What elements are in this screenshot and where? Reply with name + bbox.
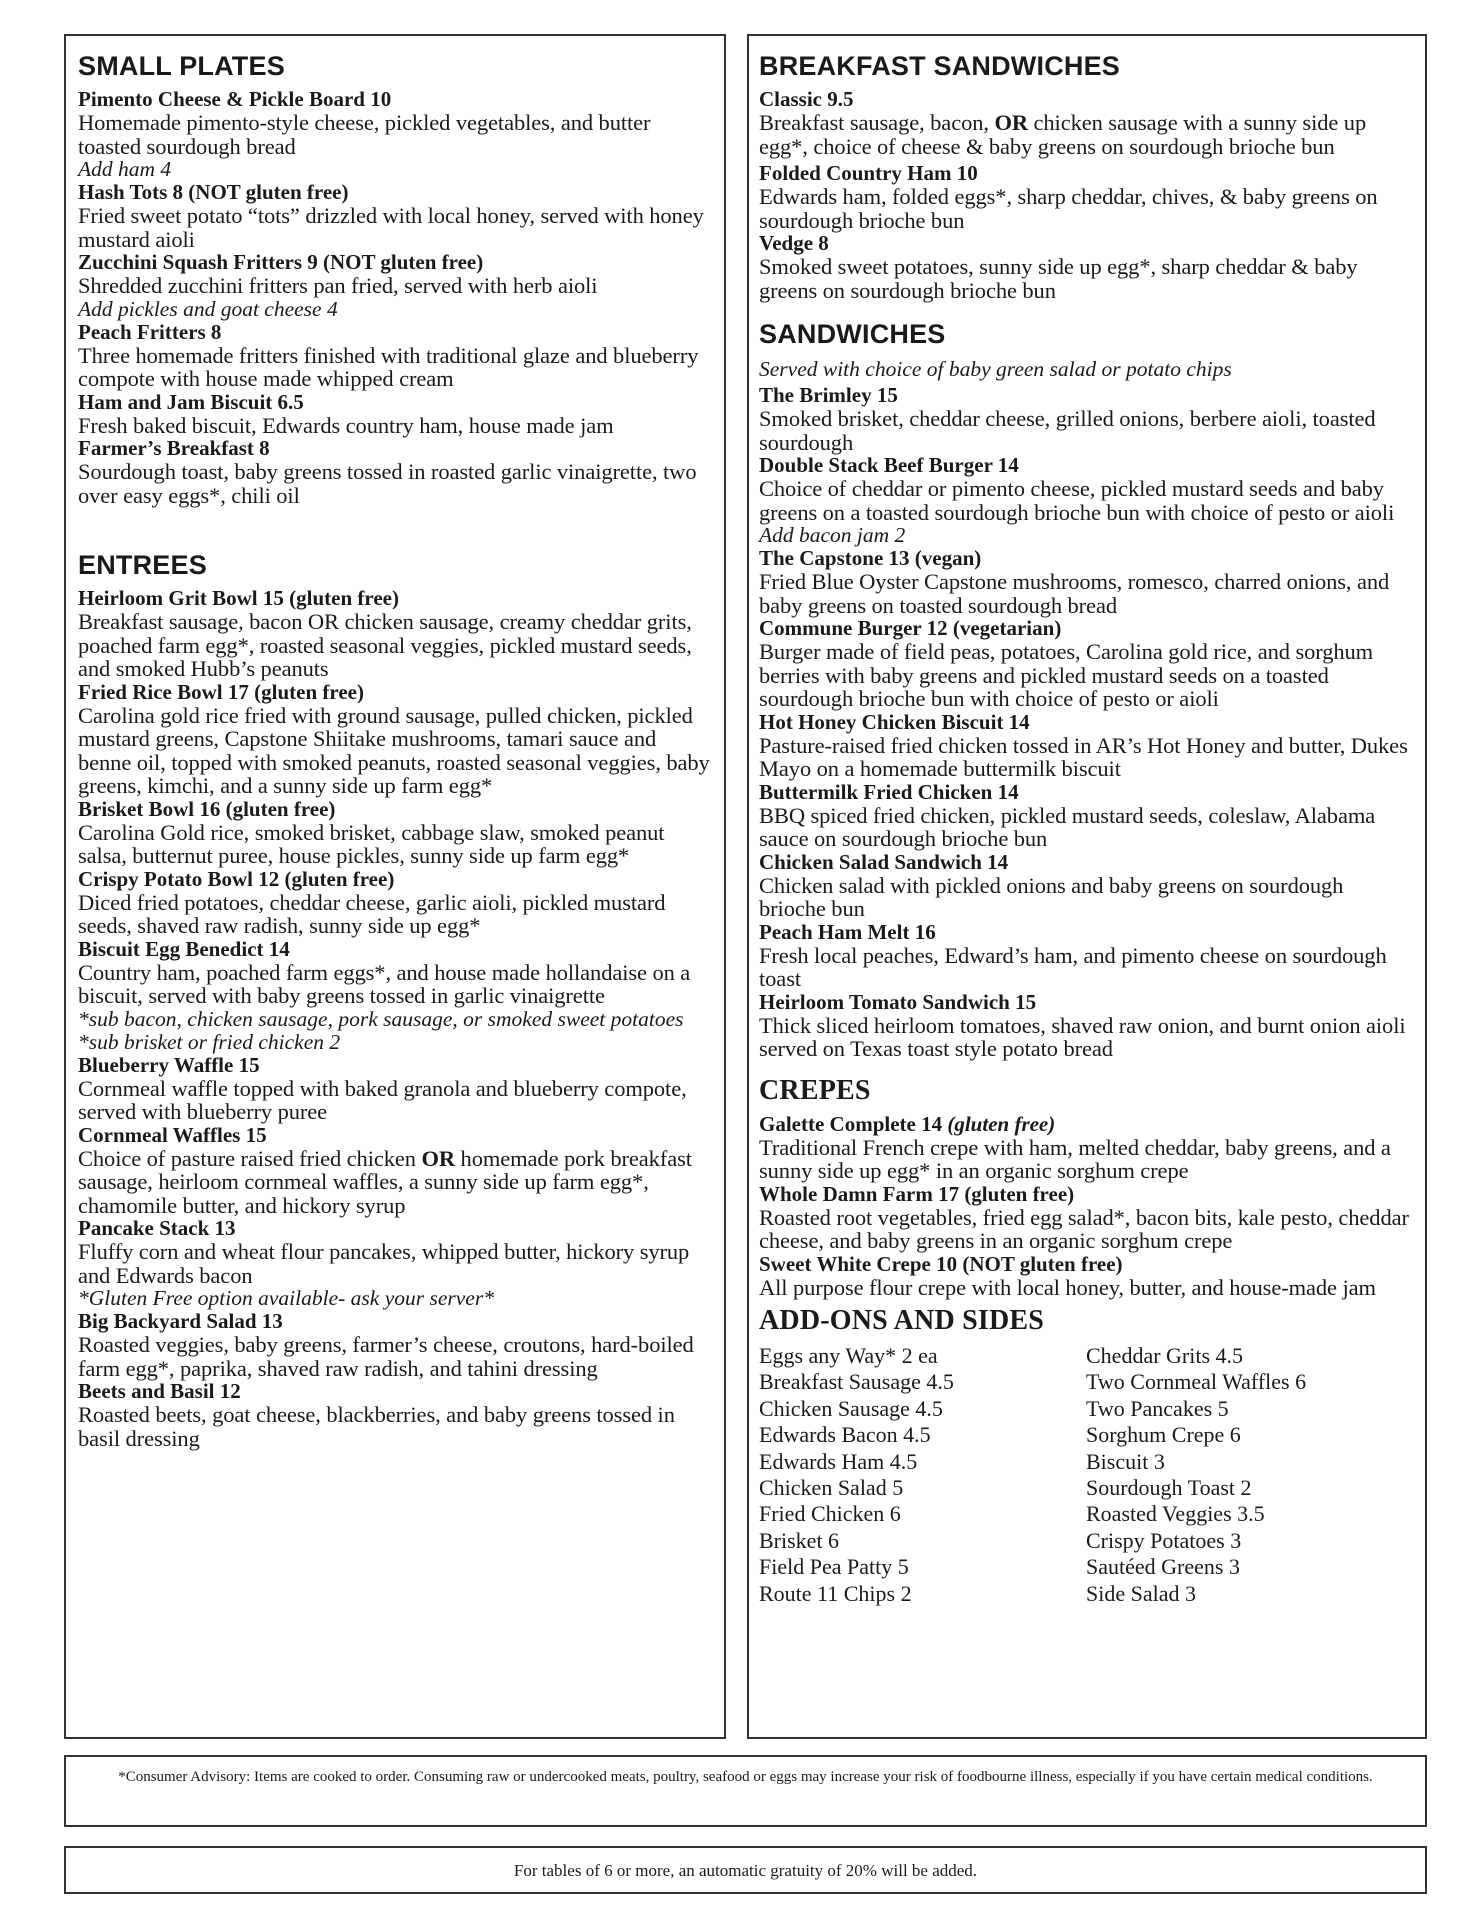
item-name: Zucchini Squash Fritters 9 (NOT gluten free) xyxy=(78,250,484,274)
addon-item: Sorghum Crepe 6 xyxy=(1086,1422,1241,1448)
item-name: Chicken Salad Sandwich 14 xyxy=(759,849,1009,874)
item-description: Fluffy corn and wheat flour pancakes, whipped butter, hickory syrup and Edwards bacon xyxy=(78,1239,690,1288)
addon-item: Field Pea Patty 5 xyxy=(759,1554,909,1580)
item-description: Roasted root vegetables, fried egg salad*, bacon bits, kale pesto, cheddar cheese, and baby greens in an organic sorghum crepe xyxy=(759,1204,1409,1253)
menu-item xyxy=(78,181,712,251)
menu-item xyxy=(759,1183,1413,1253)
menu-item xyxy=(759,1113,1413,1183)
entrees-title: ENTREES xyxy=(78,550,207,580)
menu-item xyxy=(78,251,712,321)
item-name: Fried Rice Bowl 17 (gluten free) xyxy=(78,679,364,704)
addon-item: Two Cornmeal Waffles 6 xyxy=(1086,1369,1307,1395)
or-emphasis: OR xyxy=(994,110,1028,135)
menu-item xyxy=(78,681,712,798)
menu-item xyxy=(78,391,712,438)
desc-part: homemade pork breakfast sausage, heirloom cornmeal waffles, a sunny side up farm egg*, chamomile butter, and hickory syrup xyxy=(78,1145,692,1218)
item-name: Beets and Basil 12 xyxy=(78,1379,241,1403)
name-italic-part: (gluten free) xyxy=(947,1111,1056,1136)
item-name: Biscuit Egg Benedict 14 xyxy=(78,936,290,961)
addon-item: Fried Chicken 6 xyxy=(759,1501,901,1527)
item-description: Diced fried potatoes, cheddar cheese, garlic aioli, pickled mustard seeds, shaved raw radish, sunny side up egg* xyxy=(78,889,666,938)
item-name: Crispy Potato Bowl 12 (gluten free) xyxy=(78,866,395,891)
addons-left-column xyxy=(759,1343,1086,1607)
item-description: Cornmeal waffle topped with baked granola and blueberry compote, served with blueberry puree xyxy=(78,1075,687,1124)
addon-item: Chicken Salad 5 xyxy=(759,1475,904,1501)
item-description: Pasture-raised fried chicken tossed in AR’s Hot Honey and butter, Dukes Mayo on a homemade buttermilk biscuit xyxy=(759,732,1408,781)
item-name: The Capstone 13 (vegan) xyxy=(759,546,982,570)
menu-item xyxy=(759,88,1413,158)
addon-item: Edwards Bacon 4.5 xyxy=(759,1422,931,1448)
item-note: Add bacon jam 2 xyxy=(759,523,906,547)
menu-item xyxy=(759,781,1413,851)
item-name: Farmer’s Breakfast 8 xyxy=(78,436,270,460)
item-description: Edwards ham, folded eggs*, sharp cheddar, chives, & baby greens on sourdough brioche bun xyxy=(759,184,1378,233)
item-description: BBQ spiced fried chicken, pickled mustard seeds, coleslaw, Alabama sauce on sourdough brioche bun xyxy=(759,802,1376,851)
item-name: Vedge 8 xyxy=(759,231,829,255)
desc-part: chicken sausage with a sunny side up egg*, choice of cheese & baby greens on sourdough brioche bun xyxy=(759,110,1367,159)
menu-item xyxy=(78,798,712,868)
item-description: Three homemade fritters finished with traditional glaze and blueberry compote with house made whipped cream xyxy=(78,342,699,391)
gratuity-notice: For tables of 6 or more, an automatic gratuity of 20% will be added. xyxy=(64,1846,1427,1894)
item-description: Breakfast sausage, bacon OR chicken sausage, creamy cheddar grits, poached farm egg*, roasted seasonal veggies, pickled mustard seeds, and smoked Hubb’s peanuts xyxy=(78,609,692,681)
addon-item: Sourdough Toast 2 xyxy=(1086,1475,1252,1501)
breakfast-sandwiches-title: BREAKFAST SANDWICHES xyxy=(759,51,1121,81)
menu-item xyxy=(759,921,1413,991)
menu-item xyxy=(759,232,1413,302)
small-plates-title: SMALL PLATES xyxy=(78,51,285,81)
item-name: Big Backyard Salad 13 xyxy=(78,1309,283,1333)
sandwiches-title: SANDWICHES xyxy=(759,319,946,349)
item-description: Carolina Gold rice, smoked brisket, cabbage slaw, smoked peanut salsa, butternut puree, house pickles, sunny side up farm egg* xyxy=(78,819,665,868)
item-note: Add pickles and goat cheese 4 xyxy=(78,296,338,321)
item-name: Commune Burger 12 (vegetarian) xyxy=(759,616,1062,640)
item-name: Buttermilk Fried Chicken 14 xyxy=(759,779,1019,804)
consumer-advisory: *Consumer Advisory: Items are cooked to order. Consuming raw or undercooked meats, poultry, seafood or eggs may increase your risk of foodbourne illness, especially if you have certain medical conditions. xyxy=(64,1755,1427,1827)
item-name: Heirloom Tomato Sandwich 15 xyxy=(759,989,1037,1014)
item-note: Add ham 4 xyxy=(78,157,172,181)
item-description: Choice of cheddar or pimento cheese, pickled mustard seeds and baby greens on a toasted sourdough brioche bun with choice of pesto or aioli xyxy=(759,476,1395,525)
menu-item xyxy=(78,1124,712,1218)
menu-item xyxy=(759,711,1413,781)
or-emphasis: OR xyxy=(421,1145,456,1171)
addons-list xyxy=(759,1343,1413,1607)
menu-item xyxy=(78,321,712,391)
crepes-title: CREPES xyxy=(759,1074,871,1106)
menu-item xyxy=(759,851,1413,921)
item-name: Cornmeal Waffles 15 xyxy=(78,1122,267,1147)
item-description: Homemade pimento-style cheese, pickled vegetables, and butter toasted sourdough bread xyxy=(78,110,651,159)
item-description: All purpose flour crepe with local honey, butter, and house-made jam xyxy=(759,1274,1376,1300)
item-name: Ham and Jam Biscuit 6.5 xyxy=(78,389,304,414)
item-name: Whole Damn Farm 17 (gluten free) xyxy=(759,1181,1075,1206)
addons-right-column xyxy=(1086,1343,1413,1607)
menu-item xyxy=(759,454,1413,547)
addon-item: Sautéed Greens 3 xyxy=(1086,1554,1240,1580)
item-description: Roasted beets, goat cheese, blackberries, and baby greens tossed in basil dressing xyxy=(78,1402,675,1451)
item-name: Peach Fritters 8 xyxy=(78,319,222,344)
menu-item xyxy=(78,1054,712,1124)
sandwiches-subtitle: Served with choice of baby green salad or potato chips xyxy=(759,357,1232,381)
item-name: Heirloom Grit Bowl 15 (gluten free) xyxy=(78,586,399,610)
desc-part: Choice of pasture raised fried chicken xyxy=(78,1145,422,1171)
item-name: Double Stack Beef Burger 14 xyxy=(759,453,1019,477)
item-description: Roasted veggies, baby greens, farmer’s cheese, croutons, hard-boiled farm egg*, paprika, shaved raw radish, and tahini dressing xyxy=(78,1332,694,1381)
item-description: Thick sliced heirloom tomatoes, shaved raw onion, and burnt onion aioli served on Texas toast style potato bread xyxy=(759,1012,1406,1061)
item-name: Peach Ham Melt 16 xyxy=(759,919,936,944)
addon-item: Cheddar Grits 4.5 xyxy=(1086,1343,1244,1368)
addon-item: Eggs any Way* 2 ea xyxy=(759,1343,938,1368)
menu-item xyxy=(759,617,1413,711)
addon-item: Chicken Sausage 4.5 xyxy=(759,1395,943,1421)
item-note: *sub brisket or fried chicken 2 xyxy=(78,1029,341,1054)
menu-item xyxy=(78,938,712,1054)
menu-item xyxy=(759,384,1413,454)
menu-item xyxy=(759,991,1413,1061)
addon-item: Biscuit 3 xyxy=(1086,1448,1165,1474)
item-description: Sourdough toast, baby greens tossed in roasted garlic vinaigrette, two over easy eggs*, chili oil xyxy=(78,459,697,508)
item-name: Brisket Bowl 16 (gluten free) xyxy=(78,796,336,821)
menu-item xyxy=(759,162,1413,232)
item-description: Fried Blue Oyster Capstone mushrooms, romesco, charred onions, and baby greens on toasted sourdough bread xyxy=(759,569,1390,618)
addon-item: Edwards Ham 4.5 xyxy=(759,1448,918,1474)
item-name: Hot Honey Chicken Biscuit 14 xyxy=(759,709,1030,734)
menu-item xyxy=(78,88,712,181)
item-description: Shredded zucchini fritters pan fried, served with herb aioli xyxy=(78,273,598,298)
item-name: Blueberry Waffle 15 xyxy=(78,1052,260,1077)
addon-item: Breakfast Sausage 4.5 xyxy=(759,1369,954,1395)
addon-item: Crispy Potatoes 3 xyxy=(1086,1527,1242,1553)
item-note: *sub bacon, chicken sausage, pork sausage, or smoked sweet potatoes xyxy=(78,1006,684,1031)
item-description: Carolina gold rice fried with ground sausage, pulled chicken, pickled mustard greens, Capstone Shiitake mushrooms, tamari sauce and benne oil, topped with smoked peanuts, roasted seasonal veggies, baby greens, kimchi, and a sunny side up farm egg* xyxy=(78,702,710,798)
item-description: Fresh local peaches, Edward’s ham, and pimento cheese on sourdough toast xyxy=(759,942,1387,991)
menu-item xyxy=(759,547,1413,617)
menu-item xyxy=(78,1380,712,1450)
item-name: Classic 9.5 xyxy=(759,87,854,111)
menu-item xyxy=(78,587,712,681)
addon-item: Roasted Veggies 3.5 xyxy=(1086,1501,1265,1527)
addon-item: Side Salad 3 xyxy=(1086,1580,1196,1606)
menu-item xyxy=(78,1217,712,1310)
item-description xyxy=(759,111,1413,158)
item-name: Sweet White Crepe 10 (NOT gluten free) xyxy=(759,1251,1123,1276)
item-description: Smoked brisket, cheddar cheese, grilled onions, berbere aioli, toasted sourdough xyxy=(759,406,1376,455)
item-description: Chicken salad with pickled onions and baby greens on sourdough brioche bun xyxy=(759,872,1344,921)
addon-item: Brisket 6 xyxy=(759,1527,840,1553)
addon-item: Route 11 Chips 2 xyxy=(759,1580,912,1606)
item-name: Hash Tots 8 (NOT gluten free) xyxy=(78,180,349,204)
item-description: Smoked sweet potatoes, sunny side up egg*, sharp cheddar & baby greens on sourdough brioche bun xyxy=(759,254,1358,303)
item-description: Fried sweet potato “tots” drizzled with local honey, served with honey mustard aioli xyxy=(78,203,704,252)
menu-item xyxy=(759,1253,1413,1300)
addons-title: ADD-ONS AND SIDES xyxy=(759,1305,1045,1336)
item-name: Pimento Cheese & Pickle Board 10 xyxy=(78,87,392,111)
item-description: Fresh baked biscuit, Edwards country ham, house made jam xyxy=(78,412,614,438)
addon-item: Two Pancakes 5 xyxy=(1086,1395,1229,1421)
item-description: Traditional French crepe with ham, melted cheddar, baby greens, and a sunny side up egg* in an organic sorghum crepe xyxy=(759,1134,1391,1183)
item-description xyxy=(78,1147,712,1218)
item-name: Folded Country Ham 10 xyxy=(759,161,978,185)
item-description: Burger made of field peas, potatoes, Carolina gold rice, and sorghum berries with baby greens and pickled mustard seeds on a toasted sourdough brioche bun with choice of pesto or aioli xyxy=(759,639,1374,711)
desc-part: Breakfast sausage, bacon, xyxy=(759,110,995,135)
menu-item xyxy=(78,868,712,938)
item-name: The Brimley 15 xyxy=(759,383,898,407)
left-menu-panel xyxy=(64,34,726,1739)
item-note: *Gluten Free option available- ask your server* xyxy=(78,1286,494,1310)
name-part: Galette Complete 14 xyxy=(759,1111,948,1136)
menu-item xyxy=(78,1310,712,1380)
item-description: Country ham, poached farm eggs*, and house made hollandaise on a biscuit, served with baby greens tossed in garlic vinaigrette xyxy=(78,959,691,1008)
item-name xyxy=(759,1113,1413,1136)
right-menu-panel xyxy=(747,34,1427,1739)
menu-item xyxy=(78,437,712,507)
item-name: Pancake Stack 13 xyxy=(78,1216,236,1240)
